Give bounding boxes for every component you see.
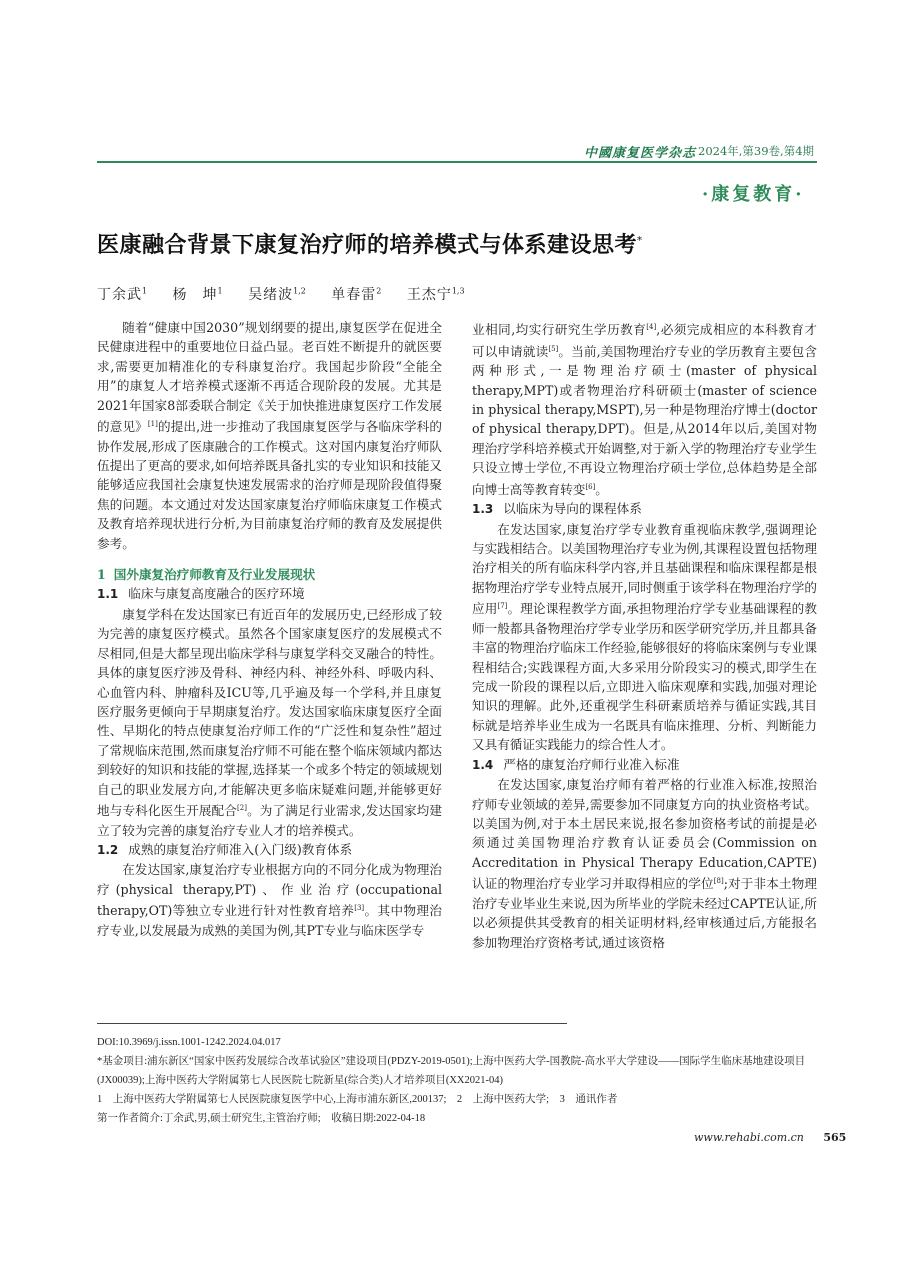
paragraph: 在发达国家,康复治疗学专业教育重视临床教学,强调理论与实践相结合。以美国物理治疗专业为例,其课程设置包括物理治疗相关的所有临床科学内容,并且基础课程和临床课程都是根据物理治疗学专业特点展开,同时侧重于该学科在物理治疗学的应用[7]。理论课程教学方面,承担物理治疗学专业基础课程的教师一般都具备物理治疗学专业学历和医学研究学历,并且都具备丰富的物理治疗临床工作经验,能够很好的将临床案例与专业课程相结合;实践课程方面,大多采用分阶段实习的模式,即学生在完成一阶段的课程以后,立即进入临床观摩和实践,加强对理论知识的理解。此外,还重视学生科研素质培养与循证实践,其目标就是培养毕业生成为一名既具有临床推理、分析、判断能力又具有循证实践能力的综合性人才。 [472,521,818,753]
paragraph: 在发达国家,康复治疗专业根据方向的不同分化成为物理治疗(physical therapy,PT)、作业治疗(occupational therapy,OT)等独立专业进行针对性教育培养[3]。其中物理治疗专业,以发展最为成熟的美国为例,其PT专业与临床医学专 [97,862,442,938]
author-affiliation: 1,2 [293,286,306,296]
author-affiliation: 1 [217,286,223,296]
author-affiliation: 1 [142,286,148,296]
paragraph: 在发达国家,康复治疗师有着严格的行业准入标准,按照治疗师专业领域的差异,需要参加不同康复方向的执业资格考试。以美国为例,对于本土居民来说,报名参加资格考试的前提是必须通过美国物理治疗教育认证委员会(Commission on Accreditation in Physical Therapy Education,CAPTE)认证的物理治疗专业学习并取得相应的学位[8];对于非本土物理治疗专业毕业生来说,因为所毕业的学院未经过CAPTE认证,所以必须提供其受教育的相关证明材料,经审核通过后,方能报名参加物理治疗资格考试,通过该资格 [472,777,817,950]
citation: [4] [646,323,657,331]
author-list [97,284,485,304]
author: 杨 坤$^1$ [172,286,223,303]
citation: [6] [585,482,596,491]
issue-info: 2024年,第39卷,第4期 [698,144,815,158]
affiliations-note: 1 上海中医药大学附属第七人民医院康复医学中心,上海市浦东新区,200137; 2 上海中医药大学; 3 通讯作者 [97,1094,618,1105]
page-number: 565 [823,1131,847,1144]
body-column-right [472,318,817,952]
author-affiliation: 2 [376,286,382,296]
subsection-heading: 1.4 严格的康复治疗师行业准入标准 [472,756,680,772]
author: 丁余武$^1$ [97,286,148,303]
body-column-left [97,318,442,940]
citation: [5] [548,344,559,353]
fund-note: *基金项目:浦东新区“国家中医药发展综合改革试验区”建设项目(PDZY-2019-0501);上海中医药大学-国教院-高水平大学建设——国际学生临床基地建设项目(JX00039);上海中医药大学附属第七人民医院七院新星(综合类)人才培养项目(XX2021-04) [97,1056,806,1086]
title-text: 医康融合背景下康复治疗师的培养模式与体系建设思考 [97,232,638,258]
paragraph: 康复学科在发达国家已有近百年的发展历史,已经形成了较为完善的康复医疗模式。虽然各个国家康复医疗的发展模式不尽相同,但是大都呈现出临床学科与康复学科交叉融合的特性。具体的康复医疗涉及骨科、神经内科、神经外科、呼吸内科、心血管内科、肿瘤科及ICU等,几乎遍及每一个学科,并且康复医疗服务更倾向于早期康复治疗。发达国家临床康复医疗全面性、早期化的特点使康复治疗师工作的“广泛性和复杂性”超过了常规临床范围,然而康复治疗师不可能在整个临床领域内都达到较好的知识和技能的掌握,选择某一个或多个特定的领域规划自己的职业发展方向,才能解决更多临床疑难问题,并能够更好地与专科化医生开展配合[2]。为了满足行业需求,发达国家均建立了较为完善的康复治疗专业人才的培养模式。 [97,606,442,838]
citation: [2] [237,803,247,812]
intro-paragraph: 随着“健康中国2030”规划纲要的提出,康复医学在促进全民健康进程中的重要地位日益凸显。老百姓不断提升的就医要求,需要更加精准化的专科康复治疗。我国起步阶段“全能全用”的康复人才培养模式逐渐不再适合现阶段的发展。尤其是2021年国家8部委联合制定《关于加快推进康复医疗工作发展的意见》[1]的提出,进一步推动了我国康复医学与各临床学科的协作发展,形成了医康融合的工作模式。这对国内康复治疗师队伍提出了更高的要求,如何培养既具备扎实的专业知识和技能又能够适应我国社会康复快速发展需求的治疗师是现阶段值得聚焦的问题。本文通过对发达国家康复治疗师临床康复工作模式及教育培养现状进行分析,为目前康复治疗师的教育及发展提供参考。 [97,320,442,551]
citation: [1] [147,420,158,429]
title-fund-mark: * [637,235,643,247]
subsection-heading: 1.3 以临床为导向的课程体系 [472,501,642,517]
citation: [8] [713,877,724,886]
website: www.rehabi.com.cn [694,1131,804,1144]
footnotes [97,1033,819,1128]
article-title [97,228,643,259]
author: 单春雷$^2$ [331,286,382,303]
paragraph-continued: 业相同,均实行研究生学历教育[4],必须完成相应的本科教育才可以申请就读[5]。当前,美国物理治疗专业的学历教育主要包含两种形式,一是物理治疗硕士(master of physical therapy,MPT)或者物理治疗科研硕士(master of science in physical therapy,MSPT),另一种是物理治疗博士(doctor of physical therapy,DPT)。但是,从2014年以后,美国对物理治疗学科培养模式开始调整,对于新入学的物理治疗专业学生只设立博士学位,不再设立物理治疗硕士学位,总体趋势是全部向博士高等教育转变[6]。 [472,322,817,497]
footnote-divider [97,1023,567,1024]
author-affiliation: 1,3 [451,286,465,296]
section-heading: 1 国外康复治疗师教育及行业发展现状 [97,567,316,583]
subsection-heading: 1.2 成熟的康复治疗师准入(入门级)教育体系 [97,841,353,857]
author: 吴绪波$^{1,2}$ [248,286,306,303]
doi: DOI:10.3969/j.issn.1001-1242.2024.04.017 [97,1037,281,1048]
first-author-note: 第一作者简介:丁余武,男,硕士研究生,主管治疗师; 收稿日期:2022-04-18 [97,1113,426,1124]
citation: [7] [497,602,508,611]
citation: [3] [354,904,365,913]
page-footer [694,1131,846,1144]
header-divider [97,161,817,163]
author: 王杰宁$^{1,3}$ [406,286,465,303]
section-tag: ·康复教育· [702,184,805,205]
subsection-heading: 1.1 临床与康复高度融合的医疗环境 [97,586,305,602]
journal-name: 中國康复医学杂志 [584,146,697,161]
